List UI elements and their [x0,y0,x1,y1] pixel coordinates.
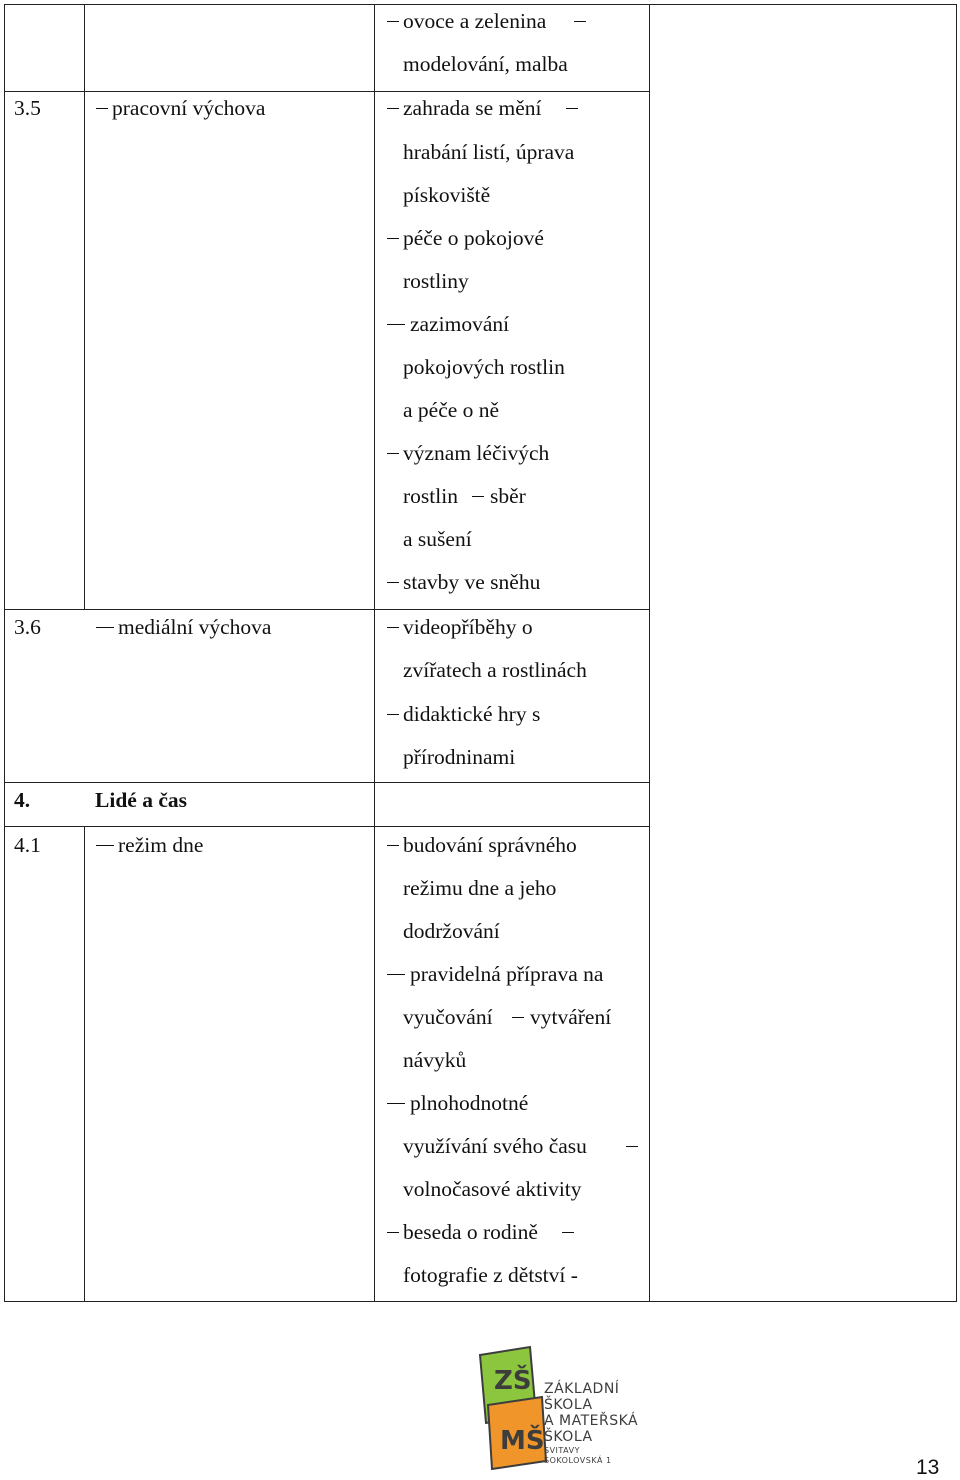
dash-icon [387,21,399,22]
content-line: zvířatech a rostlinách [403,658,587,682]
section-topic: režim dne [118,833,204,857]
content-line: videopříběhy o [403,615,533,639]
section-number: 3.5 [14,96,41,120]
logo-line: SVITAVY [544,1446,580,1455]
dash-icon [96,845,114,846]
dash-icon [562,1232,574,1233]
content-line: budování správného [403,833,577,857]
dash-icon [387,453,399,454]
section-topic: pracovní výchova [112,96,266,120]
content-line: rostliny [403,269,469,293]
content-line: význam léčivých [403,441,550,465]
badge-zs: ZŠ [494,1366,532,1396]
column-divider [374,4,375,1301]
column-divider [84,826,85,1301]
content-line: ovoce a zelenina [403,9,547,33]
content-line: režimu dne a jeho [403,876,557,900]
section-number: 3.6 [14,615,41,639]
dash-icon [96,627,114,628]
table-bottom-border [4,1301,957,1302]
section-topic: mediální výchova [118,615,272,639]
dash-icon [574,21,586,22]
content-line: dodržování [403,919,500,943]
content-line: beseda o rodině [403,1220,538,1244]
chapter-number: 4. [14,788,31,812]
dash-icon [387,1103,405,1104]
content-line: plnohodnotné [410,1091,529,1115]
row-divider [4,91,649,92]
dash-icon [472,496,484,497]
section-number: 4.1 [14,833,41,857]
content-line: péče o pokojové [403,226,544,250]
content-line: a péče o ně [403,398,500,422]
dash-icon [566,108,578,109]
content-line: didaktické hry s [403,702,541,726]
content-line: zahrada se mění [403,96,542,120]
dash-icon [387,845,399,846]
logo-line: A MATEŘSKÁ [544,1413,639,1429]
content-line: volnočasové aktivity [403,1177,582,1201]
content-line: vytváření [530,1005,612,1029]
content-line: vyučování [403,1005,493,1029]
dash-icon [387,1232,399,1233]
chapter-title: Lidé a čas [95,788,187,812]
content-line: sběr [490,484,526,508]
column-divider [84,4,85,609]
logo-line: ŠKOLA [544,1397,593,1413]
content-line: modelování, malba [403,52,568,76]
table-top-border [4,4,957,5]
logo-line: ZÁKLADNÍ [544,1381,620,1397]
content-line: zazimování [410,312,510,336]
content-line: návyků [403,1048,467,1072]
dash-icon [512,1017,524,1018]
dash-icon [387,108,399,109]
page-number: 13 [916,1456,940,1479]
row-divider [4,609,649,610]
dash-icon [387,324,405,325]
dash-icon [96,108,108,109]
badge-ms: MŠ [500,1426,545,1456]
row-divider [4,826,649,827]
dash-icon [626,1146,638,1147]
logo-line: ŠKOLA [544,1429,593,1445]
dash-icon [387,582,399,583]
column-divider [649,4,650,1301]
dash-icon [387,714,399,715]
content-line: pískoviště [403,183,491,207]
content-line: rostlin [403,484,458,508]
row-divider [4,782,649,783]
table-left-border [4,4,5,1301]
table-right-border [956,4,957,1301]
content-line: přírodninami [403,745,516,769]
dash-icon [387,974,405,975]
content-line: stavby ve sněhu [403,570,541,594]
dash-icon [387,238,399,239]
dash-icon [387,627,399,628]
logo-line: SOKOLOVSKÁ 1 [544,1456,612,1465]
content-line: využívání svého času [403,1134,587,1158]
content-line: hrabání listí, úprava [403,140,575,164]
content-line: pravidelná příprava na [410,962,604,986]
content-line: a sušení [403,527,472,551]
content-line: pokojových rostlin [403,355,565,379]
content-line: fotografie z dětství - [403,1263,578,1287]
